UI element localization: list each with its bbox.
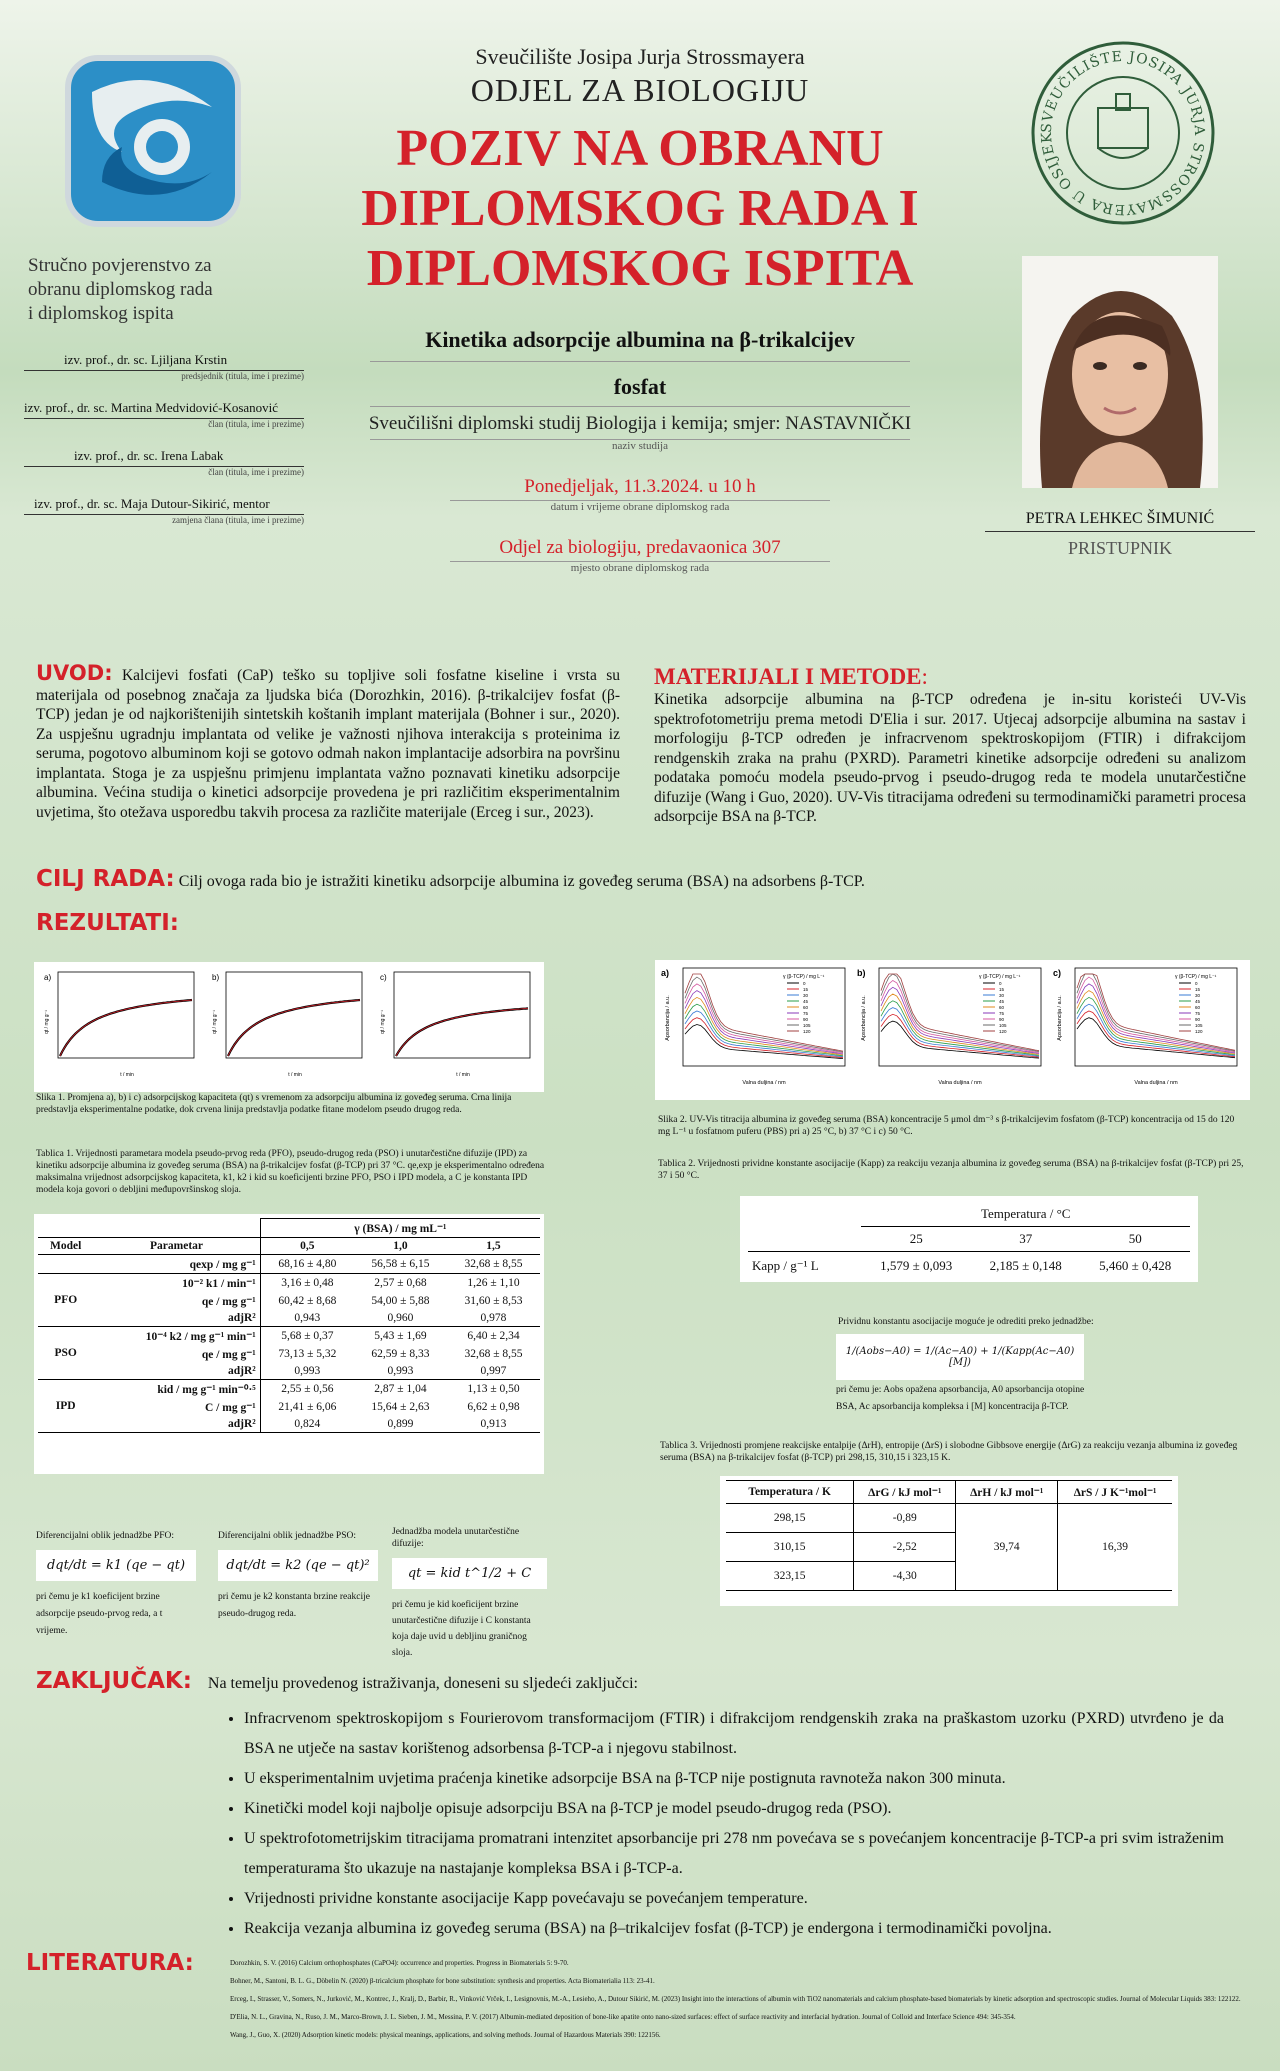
table-1-cell: 68,16 ± 4,80 xyxy=(260,1255,354,1274)
table-1-model: IPD xyxy=(55,1400,76,1412)
table-1-param: 10⁻² k1 / min⁻¹ xyxy=(182,1278,256,1290)
table-1-cell: 56,58 ± 6,15 xyxy=(371,1258,430,1270)
eq-ipd-formula: qt = kid t^1/2 + C xyxy=(392,1558,547,1589)
table-1-param: adjR² xyxy=(228,1312,256,1324)
eq-pso-block xyxy=(218,1530,378,1623)
university-seal xyxy=(1028,38,1218,228)
conclusion-item: • U spektrofotometrijskim titracijama promatrani intenzitet apsorbancije pri 278 nm povećava se s povećanjem koncentracije β-TCP-a pri svim istraženim temperaturama što ukazuje na nastajanje kompleksa BSA i β-TCP-a. xyxy=(244,1824,1224,1884)
figure-1-data-line xyxy=(60,1000,192,1056)
figure-2-legend-label: 60 xyxy=(803,1005,809,1010)
figure-1-xlabel: t / min xyxy=(288,1072,302,1078)
member-role: predsjednik (titula, ime i prezime) xyxy=(181,371,304,381)
table-2-row-label: Kapp / g⁻¹ L xyxy=(752,1258,819,1273)
figure-1-xlabel: t / min xyxy=(456,1072,470,1078)
table-1-cell: 1,13 ± 0,50 xyxy=(467,1383,520,1395)
table-1-param: qexp / mg g⁻¹ xyxy=(189,1259,256,1271)
table-1-cell: 6,40 ± 2,34 xyxy=(467,1330,520,1342)
figure-2-legend-label: 90 xyxy=(999,1017,1005,1022)
figure-1 xyxy=(34,962,544,1092)
table-1-param: adjR² xyxy=(228,1418,256,1430)
table-2-temp: 37 xyxy=(1019,1231,1033,1246)
figure-2-legend-label: 120 xyxy=(803,1029,811,1034)
figure-2-legend-label: 15 xyxy=(1195,987,1201,992)
aim-heading: CILJ RADA: xyxy=(36,866,175,892)
title-line: DIPLOMSKOG RADA I xyxy=(361,180,919,237)
table-1-cell: 3,16 ± 0,48 xyxy=(260,1274,354,1293)
figure-2-xlabel: Valna duljina / nm xyxy=(742,1080,786,1086)
figure-2 xyxy=(655,960,1250,1100)
figure-2-legend-title: γ (β-TCP) / mg L⁻¹ xyxy=(979,974,1021,980)
table-2-cell: 5,460 ± 0,428 xyxy=(1099,1258,1172,1273)
table-1-col-conc: 0,5 xyxy=(260,1238,354,1255)
table-2-cell: 2,185 ± 0,148 xyxy=(989,1258,1062,1273)
table-2-temp: 25 xyxy=(909,1231,923,1246)
table-1-cell: 21,41 ± 6,06 xyxy=(260,1398,354,1416)
table-1-cell: 32,68 ± 8,55 xyxy=(464,1348,523,1360)
reference-item: Bohner, M., Santoni, B. L. G., Döbelin N. (2020) β-tricalcium phosphate for bone substitution: synthesis and properties. Acta Biomaterialia 113: 23-41. xyxy=(230,1977,655,1985)
table-3 xyxy=(720,1476,1178,1606)
table-1-cell: 0,913 xyxy=(480,1418,507,1430)
table-1-cell: 73,13 ± 5,32 xyxy=(260,1345,354,1363)
table-1-col-model: Model xyxy=(38,1238,93,1255)
figure-2-legend-label: 105 xyxy=(1195,1023,1203,1028)
table-1-cell: 1,26 ± 1,10 xyxy=(467,1277,520,1289)
thesis-title-line: fosfat xyxy=(370,362,910,407)
page-title xyxy=(330,119,950,299)
figure-2-ylabel: Apsorbancija / a.u. xyxy=(1057,995,1063,1041)
table-1-cell: 0,899 xyxy=(387,1418,414,1430)
figure-2-legend-label: 90 xyxy=(1195,1017,1201,1022)
table-3-temp: 298,15 xyxy=(726,1504,854,1533)
aim-text: Cilj ovoga rada bio je istražiti kinetiku adsorpcije albumina iz goveđeg seruma (BSA) na adsorbens β-TCP. xyxy=(178,873,865,890)
table-1-param: qe / mg g⁻¹ xyxy=(201,1296,256,1308)
figure-2-legend-label: 0 xyxy=(803,981,806,986)
conclusion-item: • Vrijednosti prividne konstante asocijacije Kapp povećavaju se povećanjem temperature. xyxy=(244,1884,1224,1914)
kapp-formula: 1/(Aobs−A0) = 1/(Ac−A0) + 1/(Kapp(Ac−A0)[M]) xyxy=(836,1334,1084,1380)
table-3-temp: 323,15 xyxy=(726,1562,854,1591)
figure-1-data-line xyxy=(228,1000,360,1056)
figure-2-legend-label: 30 xyxy=(1195,993,1201,998)
table-1-param: qe / mg g⁻¹ xyxy=(201,1349,256,1361)
table-3-temp: 310,15 xyxy=(726,1533,854,1562)
thesis-title-line: Kinetika adsorpcije albumina na β-trikalcijev xyxy=(370,327,910,362)
figure-2-legend-label: 45 xyxy=(999,999,1005,1004)
table-1-col-param: Parametar xyxy=(93,1238,260,1255)
eq-pso-title: Diferencijalni oblik jednadžbe PSO: xyxy=(218,1531,356,1541)
references-list xyxy=(230,1958,1260,2048)
table-2-temp: 50 xyxy=(1128,1231,1142,1246)
eq-ipd-note: pri čemu je kid koeficijent brzine unutarčestične difuzije i C konstanta koja daje uvid u debljinu graničnog sloja. xyxy=(392,1600,531,1658)
table-1-cell: 0,960 xyxy=(387,1312,414,1324)
figure-2-ylabel: Apsorbancija / a.u. xyxy=(861,995,867,1041)
university-name: Sveučilište Josipa Jurja Strossmayera xyxy=(475,44,805,69)
table-1-cell: 60,42 ± 8,68 xyxy=(260,1292,354,1310)
table-1-cell: 31,60 ± 8,53 xyxy=(464,1295,523,1307)
figure-2-legend-label: 120 xyxy=(1195,1029,1203,1034)
figure-2-legend-label: 15 xyxy=(999,987,1005,992)
reference-item: Dorozhkin, S. V. (2016) Calcium orthophosphates (CaPO4): occurrence and properties. Progress in Biomaterials 5: 9-70. xyxy=(230,1959,569,1967)
member-name: izv. prof., dr. sc. Irena Labak xyxy=(24,448,304,467)
figure-2-legend-label: 75 xyxy=(999,1011,1005,1016)
committee-member xyxy=(24,448,304,496)
table-1-cell: 0,978 xyxy=(480,1312,507,1324)
committee-heading xyxy=(28,254,288,326)
eq-pfo-note: pri čemu je k1 koeficijent brzine adsorpcije pseudo-prvog reda, a t vrijeme. xyxy=(36,1592,163,1636)
methods-heading xyxy=(654,664,1246,690)
figure-2-legend-title: γ (β-TCP) / mg L⁻¹ xyxy=(783,974,825,980)
table-1-cell: 5,68 ± 0,37 xyxy=(260,1327,354,1346)
table-3-dg: -2,52 xyxy=(854,1533,956,1562)
committee-member xyxy=(24,400,304,448)
table-1-cell: 5,43 ± 1,69 xyxy=(374,1330,427,1342)
figure-2-legend-label: 45 xyxy=(1195,999,1201,1004)
table-3-ds: 16,39 xyxy=(1102,1541,1129,1553)
table-3-header: ΔrG / kJ mol⁻¹ xyxy=(854,1481,956,1504)
conclusion-item: • U eksperimentalnim uvjetima praćenja kinetike adsorpcije BSA na β-TCP nije postignuta ravnoteža nakon 300 minuta. xyxy=(244,1764,1224,1794)
table-1-cell: 2,87 ± 1,04 xyxy=(374,1383,427,1395)
figure-1-ylabel: qt / mg g⁻¹ xyxy=(44,1010,50,1034)
figure-2-spectrum xyxy=(1077,974,1235,1050)
table-1 xyxy=(34,1214,544,1474)
figure-1-axes xyxy=(58,972,194,1058)
figure-1-axes xyxy=(226,972,362,1058)
table-1-param: adjR² xyxy=(228,1365,256,1377)
conclusion-list xyxy=(224,1704,1224,1944)
figure-2-spectrum xyxy=(685,977,843,1052)
results-heading: REZULTATI: xyxy=(36,910,179,936)
figure-2-ylabel: Apsorbancija / a.u. xyxy=(665,995,671,1041)
kapp-intro: Prividnu konstantu asocijacije moguće je odrediti preko jednadžbe: xyxy=(838,1317,1094,1327)
defense-datetime: Ponedjeljak, 11.3.2024. u 10 h xyxy=(524,476,756,497)
table-1-param: kid / mg g⁻¹ min⁻⁰·⁵ xyxy=(157,1384,256,1396)
figure-2-legend-label: 90 xyxy=(803,1017,809,1022)
study-placeholder: naziv studija xyxy=(370,439,910,452)
table-1-cell: 32,68 ± 8,55 xyxy=(464,1258,523,1270)
conclusion-item: • Kinetički model koji najbolje opisuje adsorpciju BSA na β-TCP je model pseudo-drugog reda (PSO). xyxy=(244,1794,1224,1824)
figure-1-ylabel: qt / mg g⁻¹ xyxy=(380,1010,386,1034)
figure-1-ylabel: qt / mg g⁻¹ xyxy=(212,1010,218,1034)
svg-text:SVEUČILIŠTE JOSIPA JURJA STROS: SVEUČILIŠTE JOSIPA JURJA STROSSMAYERA U OSIJEK xyxy=(1038,48,1208,218)
figure-2-legend-label: 75 xyxy=(1195,1011,1201,1016)
table-3-dh: 39,74 xyxy=(956,1504,1058,1591)
conclusion-section xyxy=(36,1668,1246,1694)
header-center xyxy=(330,44,950,574)
table-1-cell: 15,64 ± 2,63 xyxy=(371,1401,430,1413)
figure-2-panel-label: b) xyxy=(857,968,866,978)
table-1-col-conc: 1,5 xyxy=(486,1240,501,1252)
title-line: POZIV NA OBRANU xyxy=(396,120,884,177)
candidate-label: PRISTUPNIK xyxy=(1067,538,1173,558)
table-1-group-header: γ (BSA) / mg mL⁻¹ xyxy=(260,1219,540,1238)
eq-pfo-block xyxy=(36,1530,196,1640)
member-role: član (titula, ime i prezime) xyxy=(208,467,304,477)
figure-2-panel-label: c) xyxy=(1053,968,1062,978)
figure-2-legend-label: 75 xyxy=(803,1011,809,1016)
figure-2-legend-title: γ (β-TCP) / mg L⁻¹ xyxy=(1175,974,1217,980)
table-1-cell: 54,00 ± 5,88 xyxy=(371,1295,430,1307)
conclusion-intro: Na temelju provedenog istraživanja, doneseni su sljedeći zaključci: xyxy=(207,1675,638,1692)
member-name: izv. prof., dr. sc. Martina Medvidović-Kosanović xyxy=(24,400,304,419)
title-line: DIPLOMSKOG ISPITA xyxy=(366,240,914,297)
figure-2-spectrum xyxy=(1077,974,1235,1051)
figure-2-axes xyxy=(683,968,845,1066)
figure-2-legend-label: 60 xyxy=(1195,1005,1201,1010)
table-1-model: PFO xyxy=(54,1294,78,1306)
member-name: izv. prof., dr. sc. Ljiljana Krstin xyxy=(24,352,304,371)
table-2-temp-header: Temperatura / °C xyxy=(861,1202,1190,1227)
table-3-dg: -0,89 xyxy=(854,1504,956,1533)
table-1-cell: 0,997 xyxy=(480,1365,507,1377)
table-3-caption: Tablica 3. Vrijednosti promjene reakcijske entalpije (ΔrH), entropije (ΔrS) i slobodne Gibbsove energije (ΔrG) za reakciju vezanja albumina iz goveđeg seruma (BSA) na β-trikalcijev fosfat (β-TCP) pri 298,15, 310,15 i 323,15 K. xyxy=(660,1441,1238,1463)
table-1-param: C / mg g⁻¹ xyxy=(205,1402,256,1414)
eq-pfo-formula: dqt/dt = k1 (qe − qt) xyxy=(36,1550,196,1581)
table-1-cell: 0,993 xyxy=(387,1365,414,1377)
table-1-param: 10⁻⁴ k2 / mg g⁻¹ min⁻¹ xyxy=(145,1331,256,1343)
thesis-title xyxy=(370,327,910,407)
methods-heading-colon: : xyxy=(921,664,928,689)
study-name: Sveučilišni diplomski studij Biologija i kemija; smjer: NASTAVNIČKI xyxy=(368,413,912,434)
conclusion-heading: ZAKLJUČAK: xyxy=(36,1668,192,1694)
figure-1-panel-label: a) xyxy=(44,973,52,982)
intro-text: Kalcijevi fosfati (CaP) teško su topljive soli fosfatne kiseline i vrsta su materijala od posebnog značaja za ljudska bića (Dorozhkin, 2016). β-trikalcijev fosfat (β-TCP) jedan je od najkorištenijih sintetskih koštanih implant materijala (Bohner i sur., 2020). Za uspješnu ugradnju implantata od velike je važnosti njihova interakcija s proteinima iz seruma, pogotovo albuminom koji se gotovo odmah nakon implantacije adsorbira na površinu implantata. Stoga je za uspješnu primjenu implantata važno poznavati kinetiku adsorpcije albumina. Većina studija o kinetici adsorpcije provedena je pri različitim eksperimentalnim uvjetima, što otežava usporedbu takvih procesa za različite materijale (Erceg i sur., 2023). xyxy=(36,667,621,821)
figure-2-legend-label: 105 xyxy=(999,1023,1007,1028)
conclusion-item: • Reakcija vezanja albumina iz goveđeg seruma (BSA) na β–trikalcijev fosfat (β-TCP) je endergona i termodinamički povoljna. xyxy=(244,1914,1224,1944)
eq-ipd-block xyxy=(392,1526,547,1661)
candidate-name: PETRA LEHKEC ŠIMUNIĆ xyxy=(985,510,1255,532)
committee-heading-line: Stručno povjerenstvo za xyxy=(28,255,212,276)
table-3-dg: -4,30 xyxy=(854,1562,956,1591)
figure-1-panel-label: b) xyxy=(212,973,220,982)
figure-2-panel-label: a) xyxy=(661,968,670,978)
figure-2-caption: Slika 2. UV-Vis titracija albumina iz goveđeg seruma (BSA) koncentracije 5 μmol dm⁻³ s β-trikalcijevim fosfatom (β-TCP) koncentracija od 15 do 120 mg L⁻¹ u fosfatnom puferu (PBS) pri a) 25 °C, b) 37 °C i c) 50 °C. xyxy=(658,1115,1235,1137)
table-2 xyxy=(740,1196,1198,1282)
kapp-note: pri čemu je: Aobs opažena apsorbancija, A0 apsorbancija otopine BSA, Ac apsorbancija kompleksa i [M] koncentracija β-TCP. xyxy=(836,1385,1085,1412)
member-role: član (titula, ime i prezime) xyxy=(208,419,304,429)
eq-pfo-title: Diferencijalni oblik jednadžbe PFO: xyxy=(36,1531,174,1541)
reference-item: Erceg, I., Strasser, V., Somers, N., Jurković, M., Kontrec, J., Kralj, D., Barbir, R., Vinković Vrček, I., Lesignovnis, M.-A., Lesieho, A., Dutour Sikirić, M. (2023) Insight into the interactions of albumin with TiO2 nanomaterials and calcium phosphate-based biomaterials by kinetic adsorption and spectroscopic studies. Journal of Molecular Liquids 383: 122122. xyxy=(230,1995,1241,2003)
table-1-model: PSO xyxy=(54,1347,77,1359)
table-1-cell: 2,55 ± 0,56 xyxy=(260,1380,354,1399)
figure-2-legend-label: 0 xyxy=(999,981,1002,986)
committee-heading-line: i diplomskog ispita xyxy=(28,303,174,324)
reference-item: D'Elia, N. L., Gravina, N., Ruso, J. M., Marco-Brown, J. L. Sieben, J. M., Messina, P. V. (2017) Albumin-mediated deposition of bone-like apatite onto nano-sized surfaces: effect of surface reactivity and interfacial hydration. Journal of Colloid and Interface Science 494: 345-354. xyxy=(230,2013,1016,2021)
figure-2-legend-label: 45 xyxy=(803,999,809,1004)
committee-list xyxy=(24,352,304,544)
department-logo xyxy=(62,52,244,230)
table-1-cell: 6,62 ± 0,98 xyxy=(467,1401,520,1413)
eq-pso-note: pri čemu je k2 konstanta brzine reakcije pseudo-drugog reda. xyxy=(218,1592,370,1619)
eq-ipd-title: Jednadžba modela unutarčestične difuzije: xyxy=(392,1527,520,1549)
figure-1-caption: Slika 1. Promjena a), b) i c) adsorpcijskog kapaciteta (qt) s vremenom za adsorpciju albumina iz goveđeg seruma. Crna linija predstavlja eksperimentalne podatke, dok crvena linija predstavlja podatke fitane modelom pseudo drugog reda. xyxy=(36,1093,512,1115)
table-1-cell: 0,993 xyxy=(260,1363,354,1380)
methods-heading-text: MATERIJALI I METODE xyxy=(654,664,922,689)
figure-2-spectrum xyxy=(685,974,843,1051)
aim-section xyxy=(36,866,1246,892)
figure-2-legend-label: 30 xyxy=(803,993,809,998)
methods-text: Kinetika adsorpcije albumina na β-TCP određena je in-situ koristeći UV-Vis spektrofotometriju prema metodi D'Elia i sur. 2017. Utjecaj adsorpcije albumina na sastav i morfologiju β-TCP određen je infracrvenom spektroskopijom (FTIR) i difrakcijom rendgenskih zraka na prahu (PXRD). Parametri kinetike adsorpcije određeni su analizom podataka pomoću modela pseudo-prvog i pseudo-drugog reda te modela unutarčestične difuzije (Wang i Guo, 2020). UV-Vis titracijama određeni su termodinamički parametri procesa adsorpcije BSA na β-TCP. xyxy=(654,691,1246,825)
figure-1-data-line xyxy=(396,1008,528,1056)
table-1-cell: 2,57 ± 0,68 xyxy=(374,1277,427,1289)
committee-member xyxy=(24,352,304,400)
references-heading: LITERATURA: xyxy=(26,1950,194,1976)
conclusion-item: • Infracrvenom spektroskopijom s Fourierovom transformacijom (FTIR) i difrakcijom rendgenskih zraka na praškastom uzorku (PXRD) utvrđeno je da BSA ne utječe na sastav korištenog adsorbensa β-TCP-a i njegovu stabilnost. xyxy=(244,1704,1224,1764)
datetime-placeholder: datum i vrijeme obrane diplomskog rada xyxy=(450,500,830,513)
figure-2-xlabel: Valna duljina / nm xyxy=(938,1080,982,1086)
table-1-cell: 0,943 xyxy=(260,1310,354,1327)
figure-2-legend-label: 120 xyxy=(999,1029,1007,1034)
table-2-cell: 1,579 ± 0,093 xyxy=(880,1258,953,1273)
figure-2-svg xyxy=(655,960,1250,1100)
candidate-photo xyxy=(1022,256,1218,488)
candidate-block xyxy=(985,510,1255,559)
reference-item: Wang, J., Guo, X. (2020) Adsorption kinetic models: physical meanings, applications, and solving methods. Journal of Hazardous Materials 390: 122156. xyxy=(230,2031,661,2039)
figure-2-legend-label: 0 xyxy=(1195,981,1198,986)
committee-member xyxy=(24,496,304,544)
table-1-caption: Tablica 1. Vrijednosti parametara modela pseudo-prvog reda (PFO), pseudo-drugog reda (PSO) i unutarčestične difuzije (IPD) za kinetiku adsorpcije albumina iz goveđeg seruma (BSA) na β-trikalcijev fosfat (β-TCP) pri 37 °C. qe,exp je eksperimentalno određena maksimalna vrijednost adsorpcijskog kapaciteta, k1, k2 i kid su koeficijenti brzine PFO, PSO i IPD modela, a C je konstanta IPD modela koja govori o debljini međupovršinskog sloja. xyxy=(36,1149,545,1195)
table-3-header: ΔrH / kJ mol⁻¹ xyxy=(956,1481,1058,1504)
place-placeholder: mjesto obrane diplomskog rada xyxy=(450,561,830,574)
figure-2-legend-label: 15 xyxy=(803,987,809,992)
committee-heading-line: obranu diplomskog rada xyxy=(28,279,213,300)
figure-1-xlabel: t / min xyxy=(120,1072,134,1078)
table-2-caption: Tablica 2. Vrijednosti prividne konstante asocijacije (Kapp) za reakciju vezanja albumina iz goveđeg seruma (BSA) na β-trikalcijev fosfat (β-TCP) pri 25, 37 i 50 °C. xyxy=(658,1159,1244,1181)
member-name: izv. prof., dr. sc. Maja Dutour-Sikirić, mentor xyxy=(24,496,304,515)
department-name: ODJEL ZA BIOLOGIJU xyxy=(470,72,810,108)
figure-2-legend-label: 30 xyxy=(999,993,1005,998)
figure-2-legend-label: 60 xyxy=(999,1005,1005,1010)
figure-1-panel-label: c) xyxy=(380,973,387,982)
table-1-cell: 0,824 xyxy=(260,1416,354,1433)
figure-1-svg xyxy=(34,962,544,1092)
figure-2-spectrum xyxy=(881,974,1039,1052)
eq-pso-formula: dqt/dt = k2 (qe − qt)² xyxy=(218,1550,378,1581)
figure-2-legend-label: 105 xyxy=(803,1023,811,1028)
table-3-header: Temperatura / K xyxy=(726,1481,854,1504)
figure-2-xlabel: Valna duljina / nm xyxy=(1134,1080,1178,1086)
figure-1-axes xyxy=(394,972,530,1058)
table-1-cell: 62,59 ± 8,33 xyxy=(371,1348,430,1360)
table-3-header: ΔrS / J K⁻¹mol⁻¹ xyxy=(1073,1487,1157,1499)
defense-place: Odjel za biologiju, predavaonica 307 xyxy=(499,537,781,558)
member-role: zamjena člana (titula, ime i prezime) xyxy=(172,515,304,525)
methods-section xyxy=(654,664,1246,827)
intro-heading: UVOD: xyxy=(36,661,113,685)
intro-section xyxy=(36,661,621,822)
table-1-col-conc: 1,0 xyxy=(393,1240,408,1252)
